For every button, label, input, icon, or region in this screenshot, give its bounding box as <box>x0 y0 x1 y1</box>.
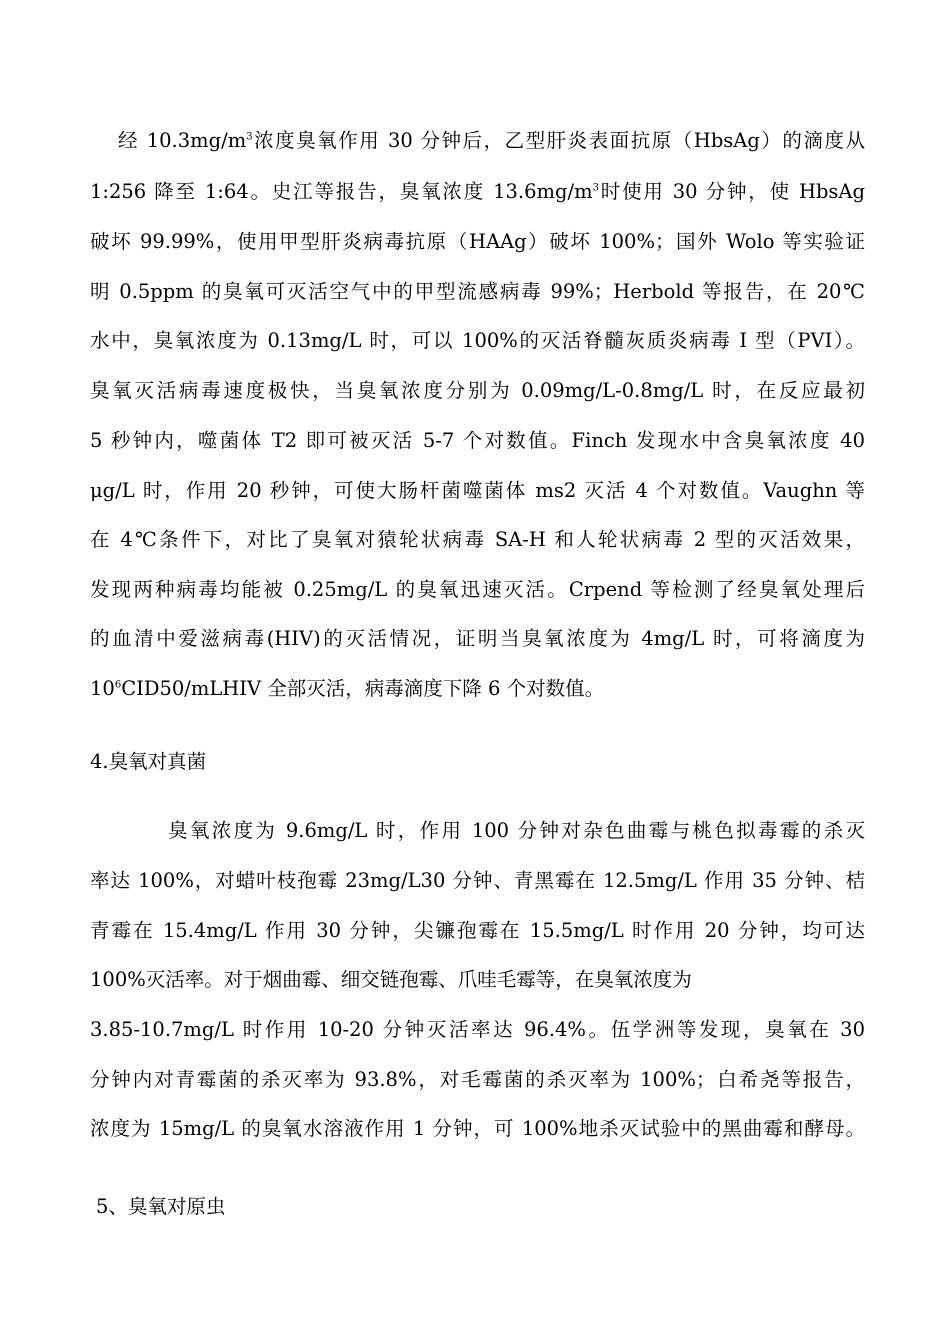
text-line <box>90 919 865 943</box>
text-run: 水中，臭氧浓度为 0.13mg/L 时，可以 100%的灭活脊髓灰质炎病毒 I 型（PVI）。 <box>90 329 865 352</box>
text-run: 浓度臭氧作用 30 分钟后，乙型肝炎表面抗原（HbsAg）的滴度从 <box>252 129 865 152</box>
text-line <box>90 1068 865 1092</box>
section-5-heading: 5、臭氧对原虫 <box>96 1195 226 1218</box>
text-run: 明 0.5ppm 的臭氧可灭活空气中的甲型流感病毒 99%；Herbold 等报告，在 20℃ <box>90 280 865 303</box>
text-run: 的血清中爱滋病毒(HIV)的灭活情况，证明当臭氧浓度为 4mg/L 时，可将滴度为 <box>90 627 865 650</box>
text-run: 发现两种病毒均能被 0.25mg/L 的臭氧迅速灭活。Crpend 等检测了经臭氧处理后 <box>90 578 865 601</box>
superscript: 3 <box>246 131 253 143</box>
text-run: 臭氧浓度为 9.6mg/L 时，作用 100 分钟对杂色曲霉与桃色拟毒霉的杀灭 <box>168 819 865 842</box>
text-line <box>90 677 865 701</box>
section-4-heading: 4.臭氧对真菌 <box>90 750 207 773</box>
text-line <box>90 869 865 893</box>
text-line <box>118 129 865 153</box>
text-run: 分钟内对青霉菌的杀灭率为 93.8%，对毛霉菌的杀灭率为 100%；白希尧等报告， <box>90 1068 865 1091</box>
text-run: 率达 100%，对蜡叶枝孢霉 23mg/L30 分钟、青黑霉在 12.5mg/L 作用 35 分钟、桔 <box>90 869 865 892</box>
text-line <box>90 329 865 353</box>
text-run: 臭氧灭活病毒速度极快，当臭氧浓度分别为 0.09mg/L-0.8mg/L 时，在反应最初 <box>90 379 865 402</box>
text-run: 时使用 30 分钟，使 HbsAg <box>598 180 865 203</box>
text-line <box>90 1117 865 1141</box>
text-line <box>90 479 865 503</box>
text-run: 100%灭活率。对于烟曲霉、细交链孢霉、爪哇毛霉等，在臭氧浓度为 <box>90 968 692 991</box>
text-line <box>90 1018 865 1042</box>
text-line <box>90 180 865 204</box>
text-line <box>90 627 865 651</box>
text-run: 经 10.3mg/m <box>118 129 247 152</box>
text-line <box>90 379 865 403</box>
text-run: 10 <box>90 677 115 700</box>
text-run: 破坏 99.99%，使用甲型肝炎病毒抗原（HAAg）破坏 100%；国外 Wolo 等实验证 <box>90 230 865 253</box>
text-run: 浓度为 15mg/L 的臭氧水溶液作用 1 分钟，可 100%地杀灭试验中的黑曲霉和酵母。 <box>90 1117 865 1140</box>
text-line <box>90 968 865 992</box>
text-line <box>168 819 865 843</box>
text-run: 3.85-10.7mg/L 时作用 10-20 分钟灭活率达 96.4%。伍学洲等发现，臭氧在 30 <box>90 1018 865 1041</box>
text-line <box>90 429 865 453</box>
text-line <box>90 578 865 602</box>
superscript: 6 <box>114 679 122 691</box>
text-run: 在 4℃条件下，对比了臭氧对猿轮状病毒 SA-H 和人轮状病毒 2 型的灭活效果， <box>90 528 865 551</box>
text-line <box>90 528 865 552</box>
text-run: 青霉在 15.4mg/L 作用 30 分钟，尖镰孢霉在 15.5mg/L 时作用 20 分钟，均可达 <box>90 919 865 942</box>
text-run: μg/L 时，作用 20 秒钟，可使大肠杆菌噬菌体 ms2 灭活 4 个对数值。Vaughn 等 <box>90 479 865 502</box>
text-line <box>90 230 865 254</box>
text-run: 5 秒钟内，噬菌体 T2 即可被灭活 5-7 个对数值。Finch 发现水中含臭氧浓度 40 <box>90 429 865 452</box>
text-run: CID50/mLHIV 全部灭活，病毒滴度下降 6 个对数值。 <box>121 677 605 700</box>
superscript: 3 <box>592 182 599 194</box>
text-line <box>90 280 865 304</box>
text-run: 1:256 降至 1:64。史江等报告，臭氧浓度 13.6mg/m <box>90 180 593 203</box>
